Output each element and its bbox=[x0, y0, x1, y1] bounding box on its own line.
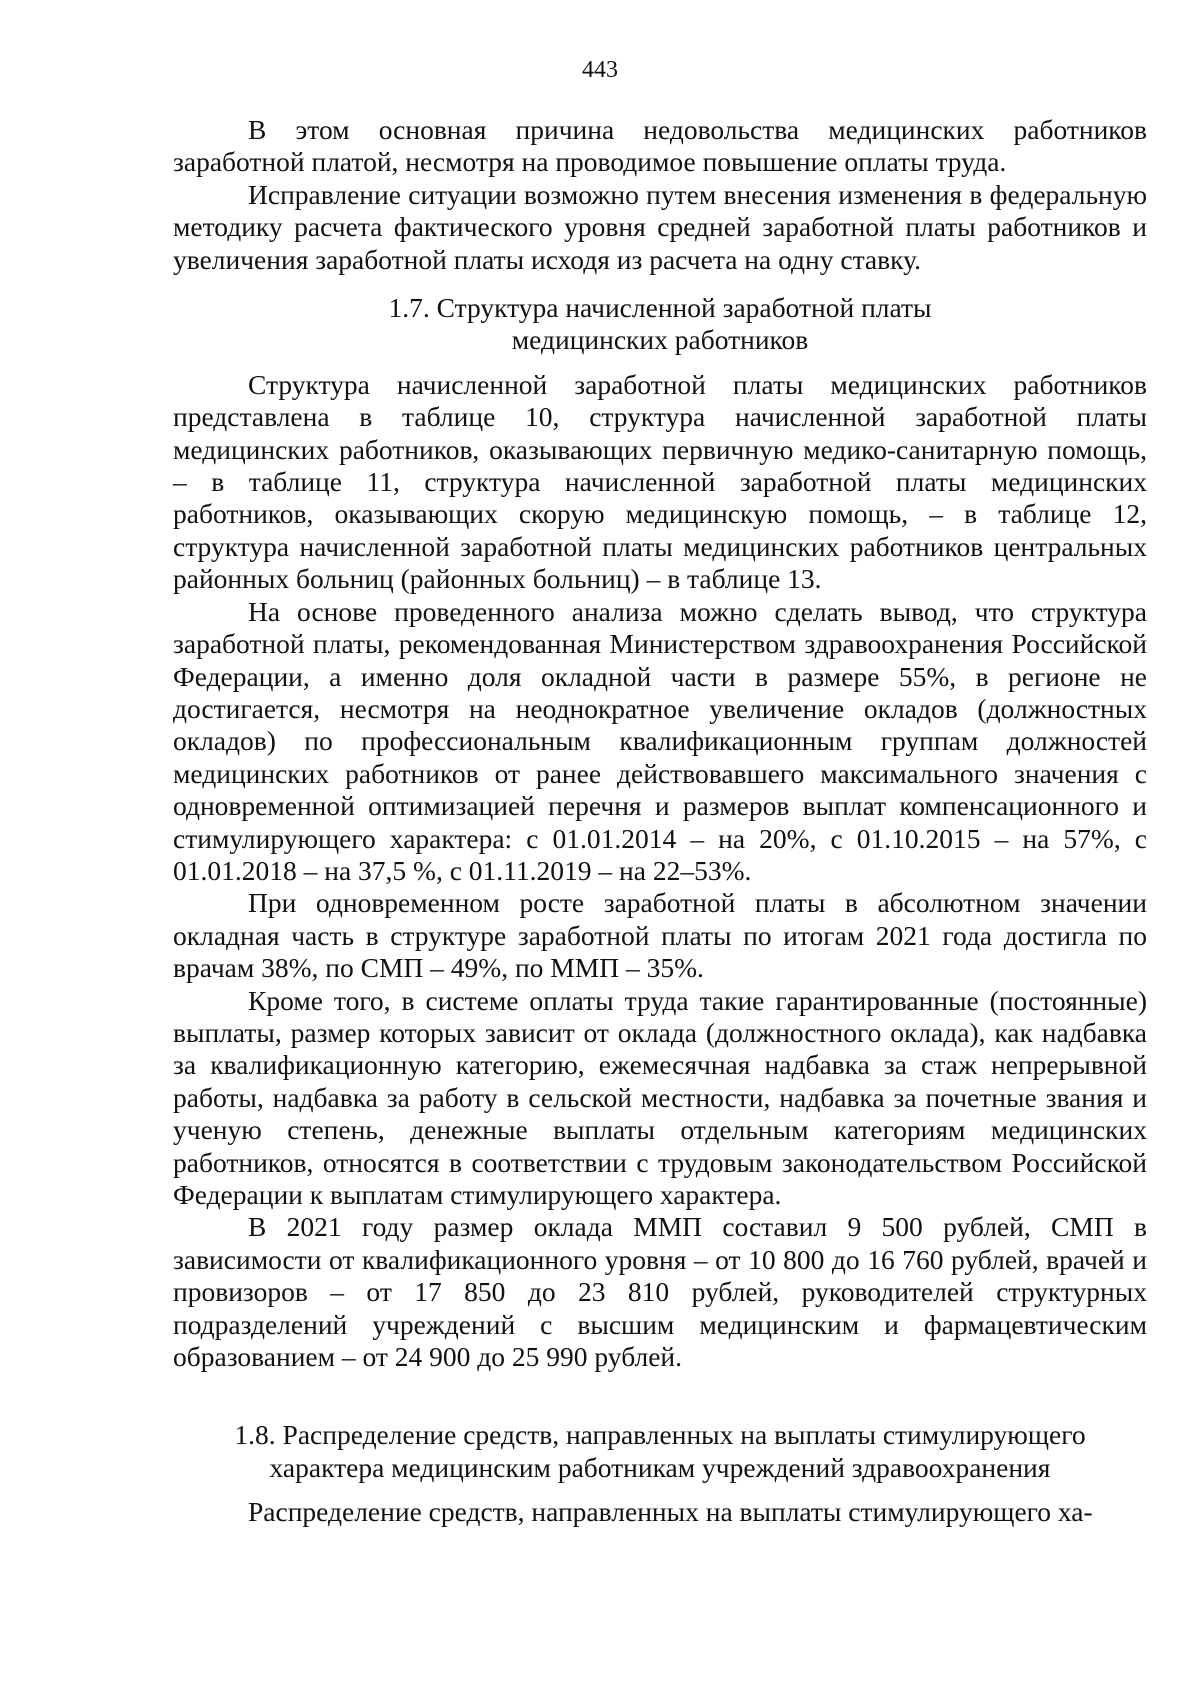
section-heading-1-8 bbox=[173, 1419, 1147, 1484]
paragraph: В этом основная причина недовольства медицинских работников заработной платой, несмотря на проводимое повышение оплаты труда. bbox=[173, 114, 1147, 178]
section-heading-line: 1.8. Распределение средств, направленных на выплаты стимулирующего bbox=[234, 1419, 1086, 1451]
section-heading-1-7 bbox=[173, 292, 1147, 357]
paragraph: При одновременном росте заработной платы в абсолютном значении окладная часть в структуре заработной платы по итогам 2021 года достигла по врачам 38%, по СМП – 49%, по ММП – 35%. bbox=[173, 887, 1147, 984]
section-heading-line: медицинских работников bbox=[511, 324, 809, 356]
document-body bbox=[173, 114, 1147, 1529]
paragraph: На основе проведенного анализа можно сделать вывод, что структура заработной платы, рекомендованная Министерством здравоохранения Российской Федерации, а именно доля окладной части в размере 55%, в регионе не достигается, несмотря на неоднократное увеличение окладов (должностных окладов) по профессиональным квалификационным группам должностей медицинских работников от ранее действовавшего максимального значения с одновременной оптимизацией перечня и размеров выплат компенсационного и стимулирующего характера: с 01.01.2014 – на 20%, с 01.10.2015 – на 57%, с 01.01.2018 – на 37,5 %, с 01.11.2019 – на 22–53%. bbox=[173, 595, 1147, 886]
section-heading-line: 1.7. Структура начисленной заработной платы bbox=[388, 292, 932, 324]
paragraph: В 2021 году размер оклада ММП составил 9 500 рублей, СМП в зависимости от квалификационного уровня – от 10 800 до 16 760 рублей, врачей и провизоров – от 17 850 до 23 810 рублей, руководителей структурных подразделений учреждений с высшим медицинским и фармацевтическим образованием – от 24 900 до 25 990 рублей. bbox=[173, 1211, 1147, 1373]
section-heading-line: характера медицинским работникам учреждений здравоохранения bbox=[269, 1451, 1051, 1483]
paragraph: Распределение средств, направленных на выплаты стимулирующего ха- bbox=[248, 1496, 1093, 1528]
page-number: 443 bbox=[582, 57, 618, 83]
paragraph: Кроме того, в системе оплаты труда такие гарантированные (постоянные) выплаты, размер которых зависит от оклада (должностного оклада), как надбавка за квалификационную категорию, ежемесячная надбавка за стаж непрерывной работы, надбавка за работу в сельской местности, надбавка за почетные звания и ученую степень, денежные выплаты отдельным категориям медицинских работников, относятся в соответствии с трудовым законодательством Российской Федерации к выплатам стимулирующего характера. bbox=[173, 984, 1147, 1210]
paragraph: Исправление ситуации возможно путем внесения изменения в федеральную методику расчета фактического уровня средней заработной платы работников и увеличения заработной платы исходя из расчета на одну ставку. bbox=[173, 178, 1147, 275]
paragraph: Структура начисленной заработной платы медицинских работников представлена в таблице 10, структура начисленной заработной платы медицинских работников, оказывающих первичную медико-санитарную помощь, – в таблице 11, структура начисленной заработной платы медицинских работников, оказывающих скорую медицинскую помощь, – в таблице 12, структура начисленной заработной платы медицинских работников центральных районных больниц (районных больниц) – в таблице 13. bbox=[173, 368, 1147, 595]
